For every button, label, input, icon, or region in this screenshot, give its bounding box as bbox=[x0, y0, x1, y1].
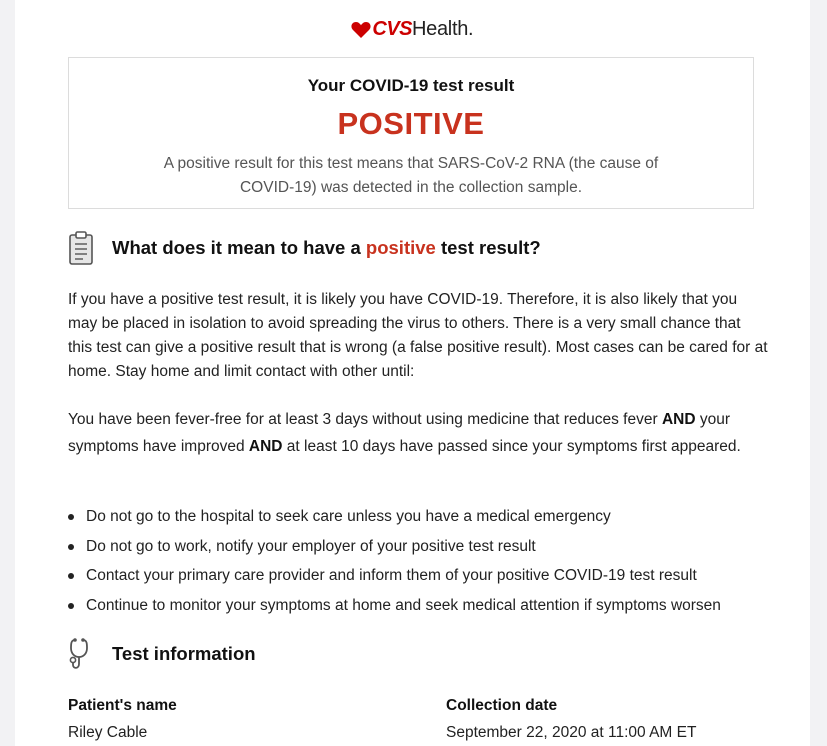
list-item: Contact your primary care provider and inform them of your positive COVID-19 test result bbox=[68, 561, 721, 591]
patient-name-value: Riley Cable bbox=[68, 724, 148, 741]
logo-dot: . bbox=[468, 18, 474, 40]
patient-name-label: Patient's name bbox=[68, 697, 177, 714]
title-text-before: What does it mean to have a bbox=[112, 237, 366, 258]
clipboard-icon bbox=[68, 230, 94, 266]
result-title: Your COVID-19 test result bbox=[307, 76, 515, 95]
title-text-after: test result? bbox=[435, 237, 541, 258]
logo-cvs-text: CVS bbox=[372, 18, 413, 40]
result-description: A positive result for this test means that SARS-CoV-2 RNA (the cause of COVID-19) was detected in the collection sample. bbox=[163, 155, 659, 196]
test-info-section-header bbox=[68, 636, 256, 672]
list-item: Continue to monitor your symptoms at home and seek medical attention if symptoms worsen bbox=[68, 591, 721, 621]
paragraph2-and-1: AND bbox=[661, 411, 696, 428]
paragraph2-text-1: You have been fever-free for at least 3 days without using medicine that reduces fever bbox=[68, 411, 662, 428]
result-page bbox=[15, 0, 810, 746]
list-item: Do not go to work, notify your employer of your positive test result bbox=[68, 532, 721, 562]
meaning-paragraph-2 bbox=[68, 406, 768, 460]
cvs-health-logo bbox=[15, 18, 810, 41]
result-status: POSITIVE bbox=[337, 106, 485, 141]
collection-date-label: Collection date bbox=[446, 697, 558, 714]
paragraph2-and-2: AND bbox=[248, 438, 283, 455]
collection-date-value: September 22, 2020 at 11:00 AM ET bbox=[446, 724, 697, 741]
meaning-paragraph-1: If you have a positive test result, it is likely you have COVID-19. Therefore, it is also likely that you may be placed in isolation to avoid spreading the virus to others. There is a very small chance that this test can give a positive result that is wrong (a false positive result). Most cases can be cared for at home. Stay home and limit contact with other until: bbox=[68, 291, 768, 380]
title-accent-word: positive bbox=[365, 237, 436, 258]
logo-health-text: Health bbox=[412, 18, 469, 40]
guidance-list bbox=[68, 502, 721, 620]
meaning-section-header bbox=[68, 230, 541, 266]
paragraph2-text-2: your symptoms have improved bbox=[68, 411, 731, 455]
meaning-section-title bbox=[112, 237, 541, 259]
list-item: Do not go to the hospital to seek care unless you have a medical emergency bbox=[68, 502, 721, 532]
test-info-title: Test information bbox=[112, 643, 256, 664]
paragraph2-text-3: at least 10 days have passed since your symptoms first appeared. bbox=[282, 438, 741, 455]
stethoscope-icon bbox=[68, 636, 94, 672]
test-result-card bbox=[68, 57, 754, 209]
heart-icon bbox=[351, 21, 371, 39]
